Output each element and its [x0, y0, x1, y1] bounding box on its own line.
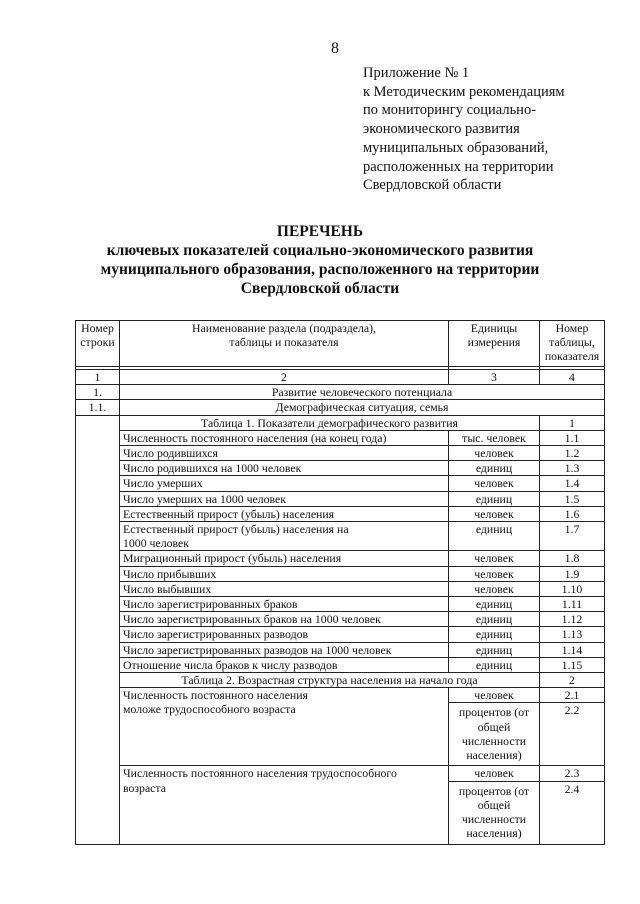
indicator-unit: человек [449, 688, 540, 703]
table-row [76, 551, 605, 566]
column-number: 3 [449, 370, 540, 385]
table-row [76, 476, 605, 491]
empty-cell [76, 781, 120, 844]
title-line: Свердловской области [240, 280, 400, 297]
indicator-code: 1.12 [540, 612, 605, 627]
header-unit: Единицы измерения [449, 321, 540, 367]
appendix-line: Свердловской области [363, 177, 502, 194]
indicator-code: 1.9 [540, 566, 605, 581]
indicator-code: 1.3 [540, 461, 605, 476]
empty-cell [76, 461, 120, 476]
empty-cell [76, 657, 120, 672]
empty-cell [76, 642, 120, 657]
appendix-line: муниципальных образований, [363, 139, 549, 156]
indicator-code: 1.13 [540, 627, 605, 642]
table-header-row [76, 321, 605, 367]
indicator-code: 1.2 [540, 446, 605, 461]
indicator-name: Естественный прирост (убыль) населения на 1000 человек [120, 522, 449, 551]
indicator-unit: человек [449, 766, 540, 781]
table-row [76, 430, 605, 445]
indicator-name: Численность постоянного населения моложе трудоспособного возраста [120, 688, 449, 766]
appendix-line: по мониторингу социально- [363, 102, 537, 119]
appendix-line: к Методическим рекомендациям [363, 83, 565, 100]
column-number: 2 [120, 370, 449, 385]
indicator-unit: единиц [449, 491, 540, 506]
section-number: 1. [76, 385, 120, 400]
empty-cell [76, 491, 120, 506]
indicator-name: Миграционный прирост (убыль) населения [120, 551, 449, 566]
indicator-name: Число зарегистрированных разводов на 1000 человек [120, 642, 449, 657]
title-line: ключевых показателей социально-экономического развития [106, 242, 534, 259]
indicator-name: Естественный прирост (убыль) населения [120, 506, 449, 521]
indicator-unit: единиц [449, 612, 540, 627]
table-row [76, 446, 605, 461]
subsection-number: 1.1. [76, 400, 120, 415]
table-row [76, 566, 605, 581]
indicator-name: Число выбывших [120, 581, 449, 596]
section-row [76, 385, 605, 400]
table-row [76, 688, 605, 703]
indicator-unit: человек [449, 446, 540, 461]
table1-number: 1 [540, 415, 605, 430]
appendix-line: экономического развития [363, 121, 520, 138]
table-row [76, 657, 605, 672]
table2-title: Таблица 2. Возрастная структура населения на начало года [120, 673, 540, 688]
title-line: муниципального образования, расположенного на территории [100, 261, 540, 278]
subsection-name: Демографическая ситуация, семья [120, 400, 605, 415]
indicator-code: 2.2 [540, 703, 605, 766]
table2-title-row [76, 673, 605, 688]
indicator-name: Численность постоянного населения трудоспособного возраста [120, 766, 449, 844]
indicator-unit: человек [449, 551, 540, 566]
empty-cell [76, 703, 120, 766]
header-row-number: Номер строки [76, 321, 120, 367]
table-row [76, 612, 605, 627]
empty-cell [76, 612, 120, 627]
indicator-unit: человек [449, 581, 540, 596]
empty-cell [76, 597, 120, 612]
table-row [76, 597, 605, 612]
header-name: Наименование раздела (подраздела), таблицы и показателя [120, 321, 449, 367]
empty-cell [76, 551, 120, 566]
table1-title: Таблица 1. Показатели демографического развития [120, 415, 540, 430]
indicator-name: Число родившихся на 1000 человек [120, 461, 449, 476]
column-number: 1 [76, 370, 120, 385]
table1-title-row [76, 415, 605, 430]
indicator-unit: процентов (от общей численности населения) [449, 781, 540, 844]
indicator-unit: единиц [449, 461, 540, 476]
empty-cell [76, 581, 120, 596]
subsection-row [76, 400, 605, 415]
page-number: 8 [331, 40, 339, 57]
empty-cell [76, 415, 120, 430]
table2-number: 2 [540, 673, 605, 688]
empty-cell [76, 688, 120, 703]
indicator-code: 1.1 [540, 430, 605, 445]
indicator-unit: единиц [449, 597, 540, 612]
empty-cell [76, 522, 120, 551]
indicator-code: 2.3 [540, 766, 605, 781]
empty-cell [76, 476, 120, 491]
indicator-name: Численность постоянного населения (на конец года) [120, 430, 449, 445]
empty-cell [76, 446, 120, 461]
table-row [76, 766, 605, 781]
indicator-code: 1.6 [540, 506, 605, 521]
indicator-unit: процентов (от общей численности населения) [449, 703, 540, 766]
table-row [76, 491, 605, 506]
indicator-name: Отношение числа браков к числу разводов [120, 657, 449, 672]
column-numbers-row [76, 370, 605, 385]
table-row [76, 461, 605, 476]
indicator-code: 1.8 [540, 551, 605, 566]
appendix-line: Приложение № 1 [363, 65, 470, 81]
indicator-name: Число умерших на 1000 человек [120, 491, 449, 506]
column-number: 4 [540, 370, 605, 385]
indicator-unit: человек [449, 566, 540, 581]
table-row [76, 642, 605, 657]
indicator-code: 1.5 [540, 491, 605, 506]
indicator-name: Число зарегистрированных браков на 1000 человек [120, 612, 449, 627]
table-row [76, 627, 605, 642]
indicator-code: 1.7 [540, 522, 605, 551]
document-title [0, 222, 640, 298]
indicator-code: 1.4 [540, 476, 605, 491]
indicator-name: Число прибывших [120, 566, 449, 581]
indicator-unit: человек [449, 476, 540, 491]
indicator-code: 1.15 [540, 657, 605, 672]
indicator-code: 2.1 [540, 688, 605, 703]
appendix-line: расположенных на территории [363, 158, 554, 175]
table-row [76, 581, 605, 596]
empty-cell [76, 566, 120, 581]
indicator-unit: человек [449, 506, 540, 521]
indicator-unit: единиц [449, 627, 540, 642]
empty-cell [76, 766, 120, 781]
indicator-code: 2.4 [540, 781, 605, 844]
header-table-number: Номер таблицы, показателя [540, 321, 605, 367]
indicator-code: 1.10 [540, 581, 605, 596]
indicators-table [75, 320, 605, 845]
empty-cell [76, 627, 120, 642]
appendix-note [363, 64, 565, 195]
indicator-code: 1.14 [540, 642, 605, 657]
empty-cell [76, 506, 120, 521]
indicator-name: Число умерших [120, 476, 449, 491]
indicator-unit: единиц [449, 642, 540, 657]
empty-cell [76, 673, 120, 688]
indicator-unit: тыс. человек [449, 430, 540, 445]
table-row [76, 506, 605, 521]
table-row [76, 522, 605, 551]
indicator-name: Число зарегистрированных браков [120, 597, 449, 612]
indicator-unit: единиц [449, 657, 540, 672]
indicator-code: 1.11 [540, 597, 605, 612]
indicator-unit: единиц [449, 522, 540, 551]
section-name: Развитие человеческого потенциала [120, 385, 605, 400]
indicator-name: Число родившихся [120, 446, 449, 461]
title-line: ПЕРЕЧЕНЬ [276, 223, 364, 240]
indicator-name: Число зарегистрированных разводов [120, 627, 449, 642]
empty-cell [76, 430, 120, 445]
